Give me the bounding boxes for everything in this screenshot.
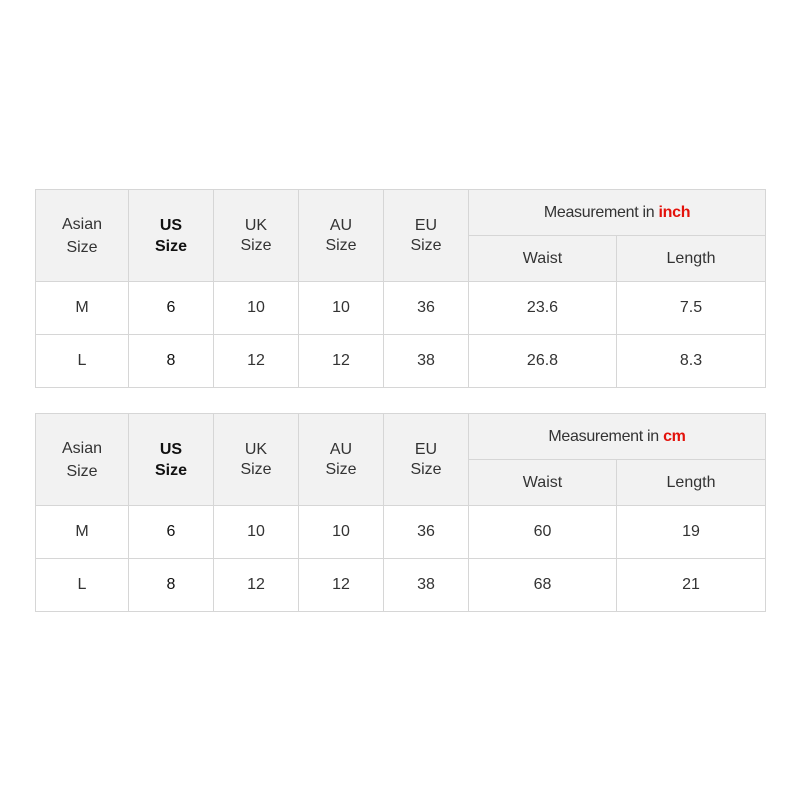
cell-length: 8.3: [617, 335, 766, 388]
header-length: Length: [617, 460, 766, 506]
cell-au: 12: [299, 335, 384, 388]
cell-us: 8: [129, 335, 214, 388]
header-eu-size: EU Size: [384, 414, 469, 506]
cell-length: 19: [617, 506, 766, 559]
cell-waist: 68: [469, 559, 617, 612]
cell-us: 8: [129, 559, 214, 612]
header-uk-size: UK Size: [214, 414, 299, 506]
header-us-size: US Size: [129, 414, 214, 506]
cell-eu: 38: [384, 559, 469, 612]
header-asian-size: Asian Size: [36, 190, 129, 282]
header-waist: Waist: [469, 236, 617, 282]
size-chart-table-cm: [35, 413, 766, 612]
header-waist: Waist: [469, 460, 617, 506]
header-au-size: AU Size: [299, 190, 384, 282]
cell-asian: L: [36, 335, 129, 388]
cell-us: 6: [129, 506, 214, 559]
cell-waist: 26.8: [469, 335, 617, 388]
cell-length: 21: [617, 559, 766, 612]
header-asian-size: Asian Size: [36, 414, 129, 506]
cell-length: 7.5: [617, 282, 766, 335]
cell-asian: M: [36, 282, 129, 335]
header-au-size: AU Size: [299, 414, 384, 506]
cell-eu: 36: [384, 282, 469, 335]
cell-waist: 23.6: [469, 282, 617, 335]
cell-asian: M: [36, 506, 129, 559]
table-row: [36, 282, 766, 335]
cell-asian: L: [36, 559, 129, 612]
cell-au: 10: [299, 506, 384, 559]
header-measurement: [469, 414, 766, 460]
cell-uk: 12: [214, 559, 299, 612]
cell-uk: 10: [214, 282, 299, 335]
measurement-prefix: Measurement in: [543, 203, 655, 221]
size-chart-table-inch: [35, 189, 766, 388]
cell-us: 6: [129, 282, 214, 335]
table-row: [36, 506, 766, 559]
cell-au: 10: [299, 282, 384, 335]
measurement-prefix: Measurement in: [548, 427, 659, 445]
header-eu-size: EU Size: [384, 190, 469, 282]
header-length: Length: [617, 236, 766, 282]
header-uk-size: UK Size: [214, 190, 299, 282]
table-row: [36, 559, 766, 612]
cell-eu: 36: [384, 506, 469, 559]
header-measurement: [469, 190, 766, 236]
cell-uk: 12: [214, 335, 299, 388]
measurement-unit: cm: [663, 427, 686, 445]
cell-uk: 10: [214, 506, 299, 559]
header-us-size: US Size: [129, 190, 214, 282]
cell-waist: 60: [469, 506, 617, 559]
cell-au: 12: [299, 559, 384, 612]
cell-eu: 38: [384, 335, 469, 388]
measurement-unit: inch: [658, 203, 691, 221]
table-row: [36, 335, 766, 388]
